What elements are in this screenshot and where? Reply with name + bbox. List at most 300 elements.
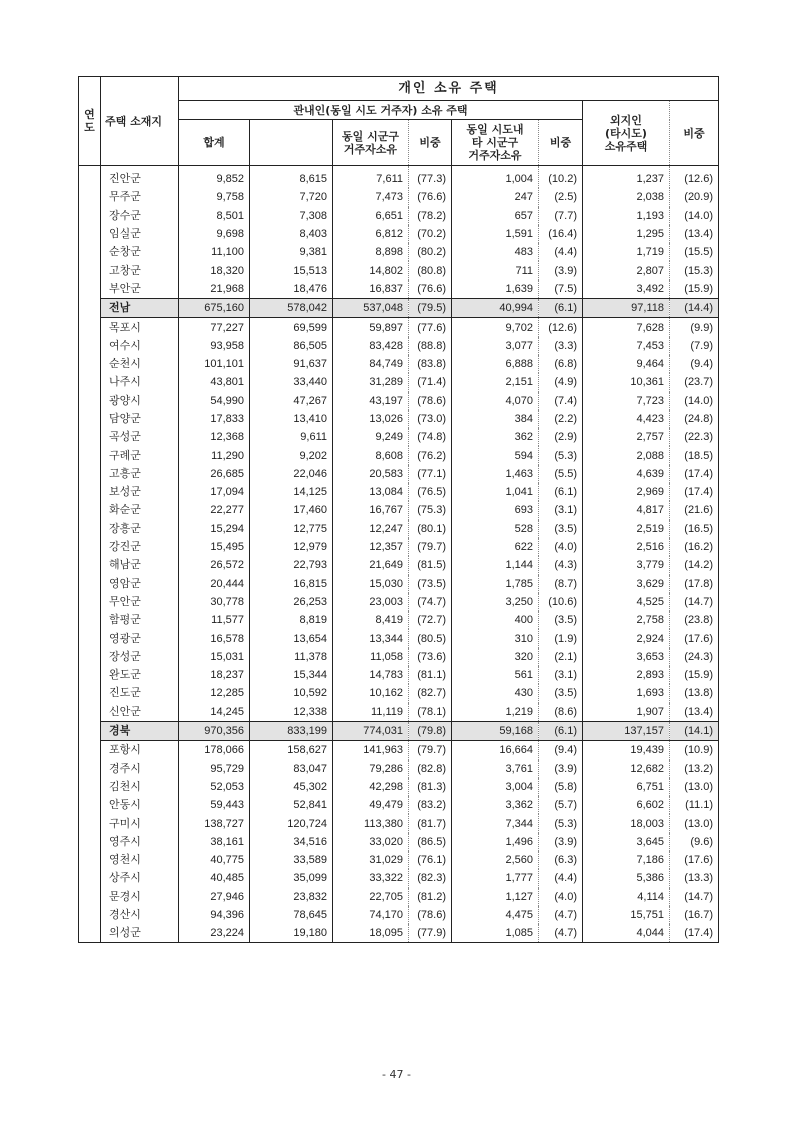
- other-ratio-cell: (10.2): [539, 166, 583, 189]
- total-cell: 20,444: [179, 575, 250, 593]
- local-total-cell: 9,381: [250, 243, 333, 261]
- same-ratio-cell: (79.7): [409, 741, 452, 760]
- outside-owner-cell: 1,719: [583, 243, 670, 261]
- other-ratio-cell: (7.7): [539, 207, 583, 225]
- main-title-header: [179, 77, 719, 101]
- same-sigungu-cell: 9,249: [333, 428, 409, 446]
- other-ratio-cell: (5.5): [539, 465, 583, 483]
- outside-ratio-cell: (16.7): [670, 906, 719, 924]
- same-sigungu-cell: 537,048: [333, 299, 409, 318]
- year-cell: [79, 166, 101, 189]
- same-ratio-cell: (83.8): [409, 355, 452, 373]
- same-sigungu-cell: 13,026: [333, 410, 409, 428]
- location-cell: 해남군: [109, 558, 141, 572]
- location-cell: 의성군: [101, 924, 179, 943]
- total-cell: 138,727: [179, 814, 250, 832]
- location-header: 주택 소재지: [101, 77, 179, 166]
- outside-ratio-cell: (16.2): [670, 538, 719, 556]
- other-sigungu-cell: 528: [452, 520, 539, 538]
- outside-ratio-cell: (11.1): [670, 796, 719, 814]
- local-total-cell: 7,308: [250, 207, 333, 225]
- other-sigungu-cell: 1,639: [452, 280, 539, 299]
- local-total-cell: 33,589: [250, 851, 333, 869]
- same-ratio-cell: (80.8): [409, 261, 452, 279]
- same-ratio-cell: (83.2): [409, 796, 452, 814]
- outside-ratio-cell: (17.6): [670, 851, 719, 869]
- other-sigungu-header: 동일 시도내 타 시군구 거주자소유: [452, 120, 539, 166]
- other-ratio-cell: (3.9): [539, 760, 583, 778]
- location-cell: 목포시: [109, 320, 141, 334]
- table-row: [79, 337, 719, 355]
- other-sigungu-cell: 1,004: [452, 166, 539, 189]
- table-row: [79, 243, 719, 261]
- other-ratio-cell: (3.5): [539, 520, 583, 538]
- other-ratio-cell: (5.8): [539, 778, 583, 796]
- local-total-cell: 9,202: [250, 446, 333, 464]
- same-sigungu-cell: 49,479: [333, 796, 409, 814]
- location-cell: 김천시: [109, 779, 141, 793]
- location-cell: 구미시: [109, 816, 141, 830]
- outside-ratio-cell: (17.4): [670, 483, 719, 501]
- same-ratio-cell: (81.2): [409, 888, 452, 906]
- same-sigungu-cell: 11,119: [333, 703, 409, 722]
- location-cell: 경북: [101, 721, 179, 740]
- same-ratio-cell: (76.2): [409, 446, 452, 464]
- other-ratio-cell: (6.8): [539, 355, 583, 373]
- local-total-cell: 18,476: [250, 280, 333, 299]
- other-sigungu-cell: 711: [452, 261, 539, 279]
- outside-owner-cell: 1,907: [583, 703, 670, 722]
- total-cell: 40,485: [179, 869, 250, 887]
- total-cell: 94,396: [179, 906, 250, 924]
- year-cell: [79, 741, 101, 760]
- table-row: [79, 666, 719, 684]
- other-sigungu-cell: 430: [452, 684, 539, 702]
- table-row: [79, 796, 719, 814]
- table-row: [79, 166, 719, 189]
- same-ratio-cell: (88.8): [409, 337, 452, 355]
- same-ratio-cell: (73.5): [409, 575, 452, 593]
- local-owner-group-header: 관내인(동일 시도 거주자) 소유 주택: [179, 101, 583, 120]
- local-total-cell: 833,199: [250, 721, 333, 740]
- table-row: [79, 888, 719, 906]
- outside-ratio-cell: (14.0): [670, 207, 719, 225]
- local-total-cell: 15,513: [250, 261, 333, 279]
- year-cell: [79, 629, 101, 647]
- other-ratio-cell: (5.7): [539, 796, 583, 814]
- same-sigungu-cell: 6,812: [333, 225, 409, 243]
- same-sigungu-cell: 31,289: [333, 373, 409, 391]
- year-header: 연 도: [79, 77, 101, 166]
- outside-owner-cell: 2,516: [583, 538, 670, 556]
- local-total-cell: 12,775: [250, 520, 333, 538]
- outside-ratio-cell: (18.5): [670, 446, 719, 464]
- other-sigungu-cell: 1,496: [452, 833, 539, 851]
- outside-ratio-cell: (20.9): [670, 188, 719, 206]
- table-row: [79, 225, 719, 243]
- location-cell: 포항시: [109, 743, 141, 757]
- same-ratio-cell: (76.6): [409, 188, 452, 206]
- outside-owner-cell: 2,807: [583, 261, 670, 279]
- outside-owner-cell: 2,758: [583, 611, 670, 629]
- other-ratio-cell: (6.1): [539, 299, 583, 318]
- year-cell: [79, 373, 101, 391]
- total-cell: 11,290: [179, 446, 250, 464]
- local-total-cell: 158,627: [250, 741, 333, 760]
- same-ratio-cell: (80.2): [409, 243, 452, 261]
- year-cell: [79, 556, 101, 574]
- other-sigungu-cell: 400: [452, 611, 539, 629]
- same-ratio-cell: (70.2): [409, 225, 452, 243]
- local-total-cell: 23,832: [250, 888, 333, 906]
- same-ratio-cell: (86.5): [409, 833, 452, 851]
- total-cell: 8,501: [179, 207, 250, 225]
- location-cell: 영천시: [109, 853, 141, 867]
- table-row: [79, 520, 719, 538]
- outside-owner-cell: 1,237: [583, 166, 670, 189]
- local-total-cell: 120,724: [250, 814, 333, 832]
- local-total-cell: 7,720: [250, 188, 333, 206]
- outside-owner-cell: 3,492: [583, 280, 670, 299]
- other-sigungu-cell: 1,785: [452, 575, 539, 593]
- other-ratio-cell: (4.4): [539, 869, 583, 887]
- other-sigungu-cell: 3,362: [452, 796, 539, 814]
- total-cell: 17,833: [179, 410, 250, 428]
- total-cell: 95,729: [179, 760, 250, 778]
- year-cell: [79, 318, 101, 337]
- year-cell: [79, 833, 101, 851]
- other-sigungu-cell: 3,250: [452, 593, 539, 611]
- total-cell: 12,285: [179, 684, 250, 702]
- location-cell: 경주시: [109, 761, 141, 775]
- outside-owner-cell: 2,969: [583, 483, 670, 501]
- other-sigungu-cell: 320: [452, 648, 539, 666]
- local-total-cell: 86,505: [250, 337, 333, 355]
- outside-ratio-cell: (9.9): [670, 318, 719, 337]
- outside-owner-cell: 2,893: [583, 666, 670, 684]
- year-cell: [79, 888, 101, 906]
- location-cell: 경산시: [109, 908, 141, 922]
- year-cell: [79, 814, 101, 832]
- page-number: - 47 -: [382, 1068, 411, 1081]
- same-ratio-cell: (78.1): [409, 703, 452, 722]
- outside-owner-cell: 12,682: [583, 760, 670, 778]
- outside-ratio-cell: (14.4): [670, 299, 719, 318]
- same-sigungu-cell: 141,963: [333, 741, 409, 760]
- year-cell: [79, 520, 101, 538]
- same-ratio-cell: (81.1): [409, 666, 452, 684]
- other-ratio-cell: (6.1): [539, 483, 583, 501]
- total-header: 합계: [179, 120, 250, 166]
- location-cell: 구례군: [109, 448, 141, 462]
- local-total-cell: 26,253: [250, 593, 333, 611]
- same-ratio-cell: (76.6): [409, 280, 452, 299]
- table-row: [79, 593, 719, 611]
- year-cell: [79, 337, 101, 355]
- table-body: [79, 166, 719, 943]
- year-cell: [79, 410, 101, 428]
- same-ratio-cell: (74.7): [409, 593, 452, 611]
- same-sigungu-cell: 33,322: [333, 869, 409, 887]
- other-sigungu-cell: 3,761: [452, 760, 539, 778]
- main-title-text: 개인 소유 주택: [398, 81, 499, 96]
- same-ratio-header: 비중: [409, 120, 452, 166]
- total-cell: 54,990: [179, 392, 250, 410]
- other-ratio-cell: (5.3): [539, 446, 583, 464]
- table-row: [79, 741, 719, 760]
- same-sigungu-cell: 10,162: [333, 684, 409, 702]
- location-cell: 영주시: [109, 834, 141, 848]
- table-row: [79, 778, 719, 796]
- total-cell: 970,356: [179, 721, 250, 740]
- same-ratio-cell: (73.6): [409, 648, 452, 666]
- outside-owner-cell: 2,519: [583, 520, 670, 538]
- local-total-cell: 8,819: [250, 611, 333, 629]
- same-ratio-cell: (71.4): [409, 373, 452, 391]
- local-total-cell: 17,460: [250, 501, 333, 519]
- table-row: [79, 814, 719, 832]
- location-cell: 안동시: [109, 798, 141, 812]
- local-total-cell: 52,841: [250, 796, 333, 814]
- same-sigungu-cell: 79,286: [333, 760, 409, 778]
- year-cell: [79, 721, 101, 740]
- local-total-cell: 78,645: [250, 906, 333, 924]
- total-cell: 22,277: [179, 501, 250, 519]
- same-ratio-cell: (77.1): [409, 465, 452, 483]
- other-ratio-cell: (5.3): [539, 814, 583, 832]
- table-row: [79, 703, 719, 722]
- total-cell: 21,968: [179, 280, 250, 299]
- other-sigungu-cell: 594: [452, 446, 539, 464]
- outside-ratio-cell: (24.8): [670, 410, 719, 428]
- outside-ratio-cell: (13.0): [670, 814, 719, 832]
- total-cell: 77,227: [179, 318, 250, 337]
- outside-owner-cell: 4,423: [583, 410, 670, 428]
- outside-ratio-cell: (15.9): [670, 666, 719, 684]
- other-ratio-header: 비중: [539, 120, 583, 166]
- outside-ratio-cell: (13.4): [670, 703, 719, 722]
- outside-ratio-cell: (17.4): [670, 924, 719, 943]
- location-cell: 부안군: [109, 281, 141, 295]
- total-cell: 38,161: [179, 833, 250, 851]
- location-cell: 나주시: [109, 375, 141, 389]
- total-cell: 26,685: [179, 465, 250, 483]
- year-cell: [79, 280, 101, 299]
- location-cell: 곡성군: [109, 430, 141, 444]
- outside-owner-cell: 4,525: [583, 593, 670, 611]
- outside-owner-header: 외지인 (타시도) 소유주택: [583, 101, 670, 166]
- outside-ratio-cell: (15.9): [670, 280, 719, 299]
- total-cell: 93,958: [179, 337, 250, 355]
- outside-ratio-cell: (17.6): [670, 629, 719, 647]
- same-ratio-cell: (72.7): [409, 611, 452, 629]
- location-cell: 영광군: [109, 631, 141, 645]
- total-cell: 30,778: [179, 593, 250, 611]
- same-ratio-cell: (82.8): [409, 760, 452, 778]
- outside-ratio-cell: (13.2): [670, 760, 719, 778]
- year-cell: [79, 392, 101, 410]
- outside-ratio-cell: (14.2): [670, 556, 719, 574]
- other-sigungu-cell: 310: [452, 629, 539, 647]
- other-ratio-cell: (9.4): [539, 741, 583, 760]
- total-cell: 15,495: [179, 538, 250, 556]
- table-row: [79, 465, 719, 483]
- local-total-cell: 19,180: [250, 924, 333, 943]
- same-sigungu-cell: 113,380: [333, 814, 409, 832]
- other-ratio-cell: (4.7): [539, 924, 583, 943]
- outside-ratio-cell: (17.8): [670, 575, 719, 593]
- year-cell: [79, 299, 101, 318]
- outside-ratio-cell: (22.3): [670, 428, 719, 446]
- other-sigungu-cell: 483: [452, 243, 539, 261]
- other-ratio-cell: (8.7): [539, 575, 583, 593]
- year-cell: [79, 906, 101, 924]
- same-sigungu-cell: 13,344: [333, 629, 409, 647]
- location-cell: 전남: [101, 299, 179, 318]
- other-sigungu-cell: 657: [452, 207, 539, 225]
- total-cell: 9,758: [179, 188, 250, 206]
- other-sigungu-cell: 1,127: [452, 888, 539, 906]
- other-sigungu-cell: 1,041: [452, 483, 539, 501]
- other-sigungu-cell: 9,702: [452, 318, 539, 337]
- table-row: [79, 483, 719, 501]
- outside-ratio-cell: (16.5): [670, 520, 719, 538]
- table-row: [79, 392, 719, 410]
- outside-ratio-cell: (13.0): [670, 778, 719, 796]
- total-cell: 9,698: [179, 225, 250, 243]
- total-cell: 14,245: [179, 703, 250, 722]
- other-sigungu-cell: 4,475: [452, 906, 539, 924]
- location-cell: 순천시: [109, 357, 141, 371]
- same-sigungu-cell: 33,020: [333, 833, 409, 851]
- region-subtotal-row: [79, 721, 719, 740]
- location-cell: 광양시: [109, 393, 141, 407]
- same-sigungu-cell: 59,897: [333, 318, 409, 337]
- outside-owner-cell: 137,157: [583, 721, 670, 740]
- outside-ratio-cell: (23.7): [670, 373, 719, 391]
- outside-owner-cell: 1,193: [583, 207, 670, 225]
- location-cell: 강진군: [109, 540, 141, 554]
- same-sigungu-cell: 774,031: [333, 721, 409, 740]
- local-total-header: [250, 120, 333, 166]
- local-total-cell: 83,047: [250, 760, 333, 778]
- other-ratio-cell: (12.6): [539, 318, 583, 337]
- outside-owner-cell: 97,118: [583, 299, 670, 318]
- total-cell: 40,775: [179, 851, 250, 869]
- outside-ratio-cell: (14.7): [670, 593, 719, 611]
- outside-owner-cell: 1,295: [583, 225, 670, 243]
- same-ratio-cell: (78.2): [409, 207, 452, 225]
- other-sigungu-cell: 1,144: [452, 556, 539, 574]
- total-cell: 15,294: [179, 520, 250, 538]
- same-sigungu-cell: 13,084: [333, 483, 409, 501]
- year-cell: [79, 851, 101, 869]
- local-total-cell: 69,599: [250, 318, 333, 337]
- table-row: [79, 851, 719, 869]
- other-ratio-cell: (2.5): [539, 188, 583, 206]
- outside-ratio-cell: (21.6): [670, 501, 719, 519]
- total-cell: 9,852: [179, 166, 250, 189]
- same-ratio-cell: (81.3): [409, 778, 452, 796]
- other-sigungu-cell: 1,085: [452, 924, 539, 943]
- other-ratio-cell: (2.9): [539, 428, 583, 446]
- outside-ratio-cell: (23.8): [670, 611, 719, 629]
- location-cell: 임실군: [109, 227, 141, 241]
- same-ratio-cell: (79.5): [409, 299, 452, 318]
- same-sigungu-cell: 8,419: [333, 611, 409, 629]
- outside-owner-cell: 2,038: [583, 188, 670, 206]
- other-ratio-cell: (3.1): [539, 501, 583, 519]
- outside-owner-cell: 7,186: [583, 851, 670, 869]
- local-total-cell: 33,440: [250, 373, 333, 391]
- outside-owner-cell: 1,693: [583, 684, 670, 702]
- year-cell: [79, 188, 101, 206]
- year-cell: [79, 225, 101, 243]
- location-cell: 완도군: [109, 668, 141, 682]
- local-total-cell: 22,046: [250, 465, 333, 483]
- same-sigungu-cell: 22,705: [333, 888, 409, 906]
- other-ratio-cell: (16.4): [539, 225, 583, 243]
- location-cell: 여수시: [109, 338, 141, 352]
- same-sigungu-cell: 12,357: [333, 538, 409, 556]
- other-ratio-cell: (2.2): [539, 410, 583, 428]
- location-cell: 영암군: [109, 576, 141, 590]
- local-total-cell: 12,338: [250, 703, 333, 722]
- outside-ratio-cell: (13.3): [670, 869, 719, 887]
- table-row: [79, 924, 719, 943]
- other-ratio-cell: (4.9): [539, 373, 583, 391]
- year-cell: [79, 575, 101, 593]
- local-total-cell: 22,793: [250, 556, 333, 574]
- year-cell: [79, 501, 101, 519]
- outside-owner-cell: 3,629: [583, 575, 670, 593]
- outside-ratio-cell: (7.9): [670, 337, 719, 355]
- location-cell: 순창군: [109, 245, 141, 259]
- local-total-cell: 11,378: [250, 648, 333, 666]
- outside-ratio-cell: (13.4): [670, 225, 719, 243]
- same-sigungu-cell: 14,783: [333, 666, 409, 684]
- year-cell: [79, 684, 101, 702]
- total-cell: 11,577: [179, 611, 250, 629]
- total-cell: 59,443: [179, 796, 250, 814]
- other-sigungu-cell: 247: [452, 188, 539, 206]
- same-sigungu-cell: 16,837: [333, 280, 409, 299]
- same-ratio-cell: (73.0): [409, 410, 452, 428]
- local-total-cell: 16,815: [250, 575, 333, 593]
- same-ratio-cell: (80.5): [409, 629, 452, 647]
- local-total-cell: 13,654: [250, 629, 333, 647]
- table-row: [79, 684, 719, 702]
- other-sigungu-cell: 7,344: [452, 814, 539, 832]
- same-sigungu-cell: 7,473: [333, 188, 409, 206]
- outside-ratio-cell: (9.4): [670, 355, 719, 373]
- year-cell: [79, 611, 101, 629]
- outside-ratio-cell: (12.6): [670, 166, 719, 189]
- same-ratio-cell: (81.7): [409, 814, 452, 832]
- same-ratio-cell: (76.5): [409, 483, 452, 501]
- outside-owner-cell: 3,779: [583, 556, 670, 574]
- outside-owner-cell: 3,645: [583, 833, 670, 851]
- table-row: [79, 261, 719, 279]
- outside-owner-cell: 4,114: [583, 888, 670, 906]
- same-sigungu-cell: 31,029: [333, 851, 409, 869]
- table-row: [79, 869, 719, 887]
- other-ratio-cell: (4.0): [539, 888, 583, 906]
- local-total-cell: 35,099: [250, 869, 333, 887]
- same-sigungu-cell: 15,030: [333, 575, 409, 593]
- other-ratio-cell: (4.7): [539, 906, 583, 924]
- total-cell: 18,237: [179, 666, 250, 684]
